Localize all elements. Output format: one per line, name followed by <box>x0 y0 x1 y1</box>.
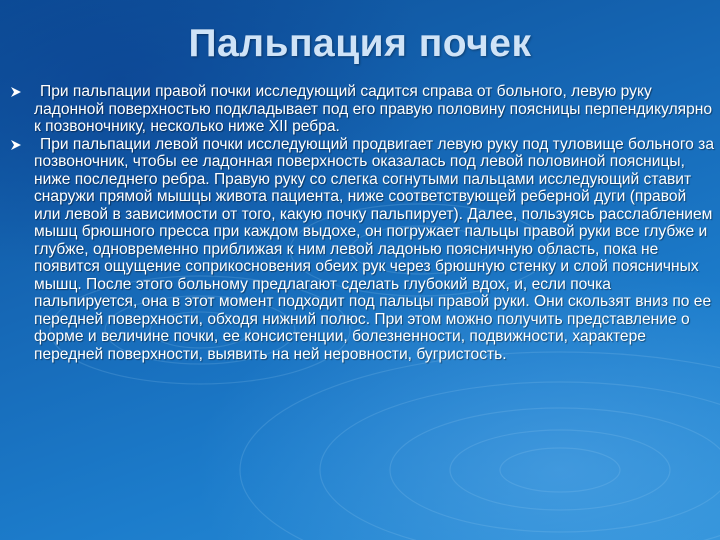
bullet-text: При пальпации левой почки исследующий продвигает левую руку под туловище больного за позвоночник, чтобы ее ладонная поверхность оказалась под левой половиной поясницы, ниже последнего ребра. Правую руку со слегка согнутыми пальцами исследующий ставит снаружи прямой мышцы живота пациента, ниже соответствующей реберной дуги (правой или левой в зависимости от того, какую почку пальпирует). Далее, пользуясь расслаблением мышц брюшного пресса при каждом выдохе, он погружает пальцы правой руки все глубже и глубже, одновременно приближая к ним левой ладонью поясничную область, пока не появится ощущение соприкосновения обеих рук через брюшную стенку и слой поясничных мышц. После этого больному предлагают сделать глубокий вдох, и, если почка пальпируется, она в этот момент подходит под пальцы правой руки. Они скользят вниз по ее передней поверхности, обходя нижний полюс. При этом можно получить представление о форме и величине почки, ее консистенции, болезненности, подвижности, характере передней поверхности, выявить на ней неровности, бугристость. <box>34 135 714 363</box>
bullet-item <box>10 136 715 364</box>
arrow-bullet-icon <box>10 139 22 151</box>
slide-title: Пальпация почек <box>188 22 532 65</box>
bullet-item <box>10 83 715 136</box>
arrow-bullet-icon <box>10 86 22 98</box>
bullet-text: При пальпации правой почки исследующий садится справа от больного, левую руку ладонной поверхностью подкладывает под его правую половину поясницы перпендикулярно к позвоночнику, несколько ниже XII ребра. <box>34 83 713 135</box>
bullet-list <box>10 83 715 363</box>
